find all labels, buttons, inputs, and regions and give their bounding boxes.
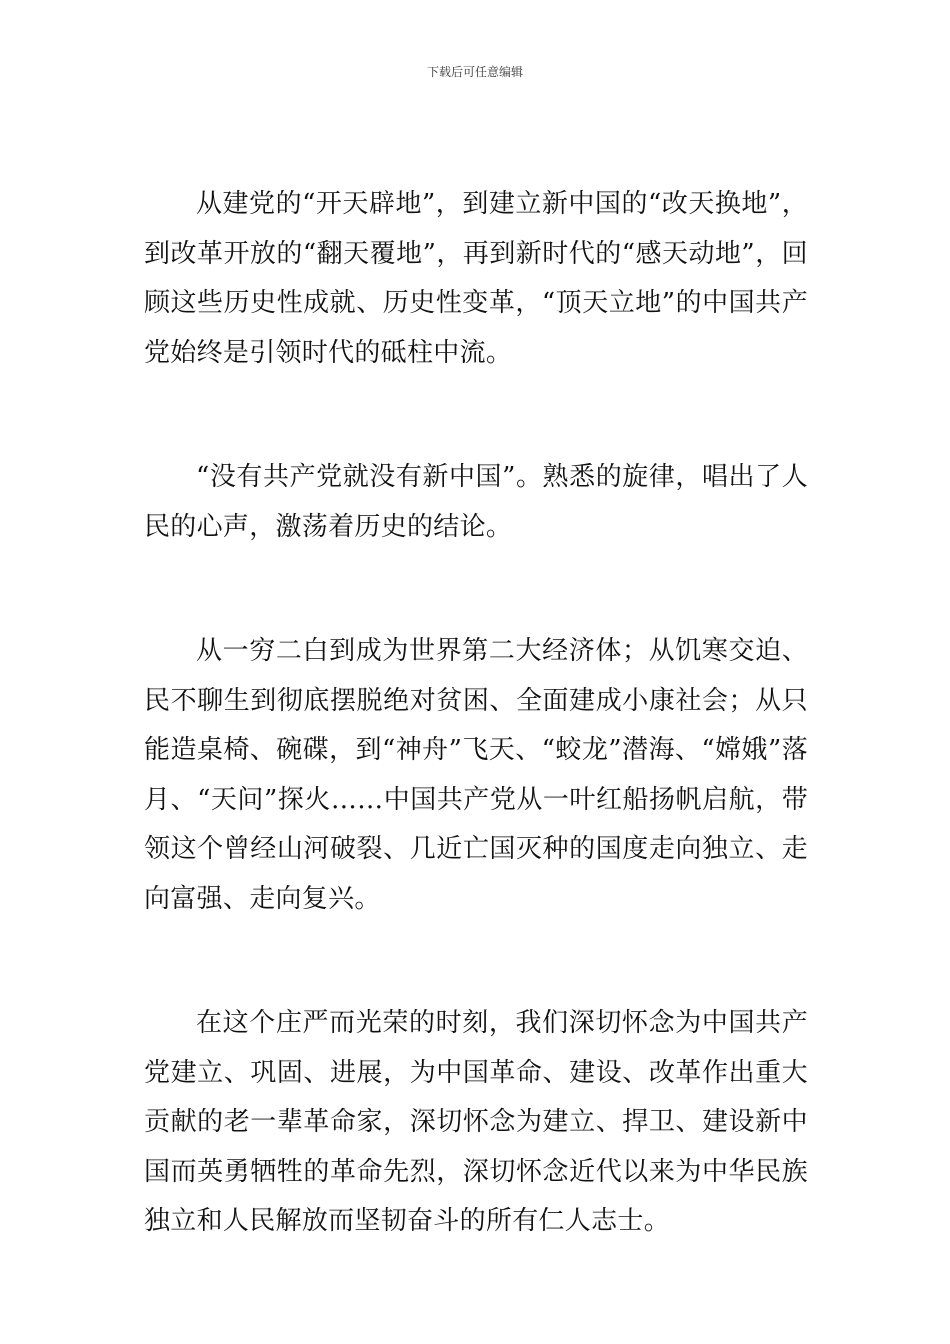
paragraph-2: “没有共产党就没有新中国”。熟悉的旋律，唱出了人民的心声，激荡着历史的结论。 bbox=[144, 462, 808, 542]
paragraph-4: 在这个庄严而光荣的时刻，我们深切怀念为中国共产党建立、巩固、进展，为中国革命、建设、改革作出重大贡献的老一辈革命家，深切怀念为建立、捍卫、建设新中国而英勇牺牲的革命先烈，深切怀念近代以来为中华民族独立和人民解放而坚韧奋斗的所有仁人志士。 bbox=[144, 1008, 808, 1236]
page-header: 下载后可任意编辑 bbox=[426, 65, 523, 79]
paragraph-1: 从建党的“开天辟地”，到建立新中国的“改天换地”，到改革开放的“翻天覆地”，再到新时代的“感天动地”，回顾这些历史性成就、历史性变革，“顶天立地”的中国共产党始终是引领时代的砥柱中流。 bbox=[144, 189, 808, 368]
document-body bbox=[144, 180, 808, 1322]
paragraph-3: 从一穷二白到成为世界第二大经济体；从饥寒交迫、民不聊生到彻底摆脱绝对贫困、全面建成小康社会；从只能造桌椅、碗碟，到“神舟”飞天、“蛟龙”潜海、“嫦娥”落月、“天问”探火……中国共产党从一叶红船扬帆启航，带领这个曾经山河破裂、几近亡国灭种的国度走向独立、走向富强、走向复兴。 bbox=[144, 636, 808, 914]
